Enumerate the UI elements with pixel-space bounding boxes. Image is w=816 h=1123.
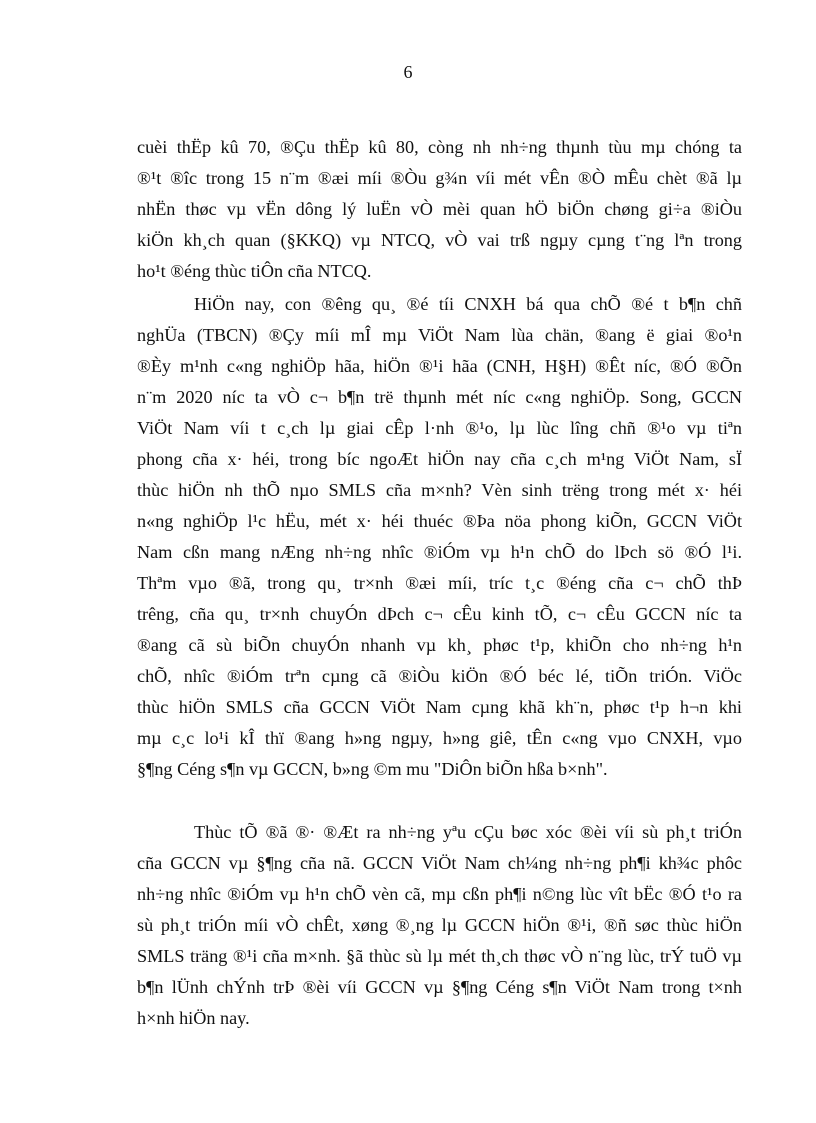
text-line: ho¹t ®éng thùc tiÔn cña NTCQ. [137,261,372,281]
text-line: trêng, cña qu¸ tr×nh chuyÓn dÞch c¬ cÊu kinh tÕ, c¬ cÊu GCCN níc ta [137,604,742,624]
text-line: cuèi thËp kû 70, ®Çu thËp kû 80, còng nh nh÷ng thµnh tùu mµ chóng ta [137,137,742,157]
text-line: Thùc tÕ ®ã ®· ®Æt ra nh÷ng yªu cÇu bøc xóc ®èi víi sù ph¸t triÓn [194,822,742,842]
text-line: mµ c¸c lo¹i kÎ thï ®ang h»ng ngµy, h»ng giê, tÊn c«ng vµo CNXH, vµo [137,728,742,748]
text-line: nh÷ng nhîc ®iÓm vµ h¹n chÕ vèn cã, mµ cßn ph¶i n©ng lùc vît bËc ®Ó t¹o ra [137,884,742,904]
text-line: n¨m 2020 níc ta vÒ c¬ b¶n trë thµnh mét níc c«ng nghiÖp. Song, GCCN [137,387,742,407]
text-line: b¶n lÜnh chÝnh trÞ ®èi víi GCCN vµ §¶ng Céng s¶n ViÖt Nam trong t×nh [137,977,742,997]
text-line: thùc hiÖn nh thÕ nµo SMLS cña m×nh? Vèn sinh trëng trong mét x· héi [137,480,742,500]
text-line: phong cña x· héi, trong bíc ngoÆt hiÖn nay cña c¸ch m¹ng ViÖt Nam, sÏ [137,449,742,469]
text-line: SMLS träng ®¹i cña m×nh. §ã thùc sù lµ mét th¸ch thøc vÒ n¨ng lùc, trÝ tuÖ vµ [137,946,742,966]
text-line: ®ang cã sù biÕn chuyÓn nhanh vµ kh¸ phøc t¹p, khiÕn cho nh÷ng h¹n [137,635,742,655]
paragraph-1 [137,132,742,287]
text-line: HiÖn nay, con ®êng qu¸ ®é tíi CNXH bá qua chÕ ®é t b¶n chñ [194,294,742,314]
text-line: nghÜa (TBCN) ®Çy míi mÎ mµ ViÖt Nam lùa chän, ®ang ë giai ®o¹n [137,325,742,345]
paragraph-2 [137,289,742,785]
text-line: chÕ, nhîc ®iÓm trªn cµng cã ®iÒu kiÖn ®Ó béc lé, tiÕn triÓn. ViÖc [137,666,742,686]
text-line: nhËn thøc vµ vËn dông lý luËn vÒ mèi quan hÖ biÖn chøng gi÷a ®iÒu [137,199,742,219]
text-line: Nam cßn mang nÆng nh÷ng nhîc ®iÓm vµ h¹n chÕ do lÞch sö ®Ó l¹i. [137,542,742,562]
text-line: cña GCCN vµ §¶ng cña nã. GCCN ViÖt Nam ch¼ng nh÷ng ph¶i kh¾c phôc [137,853,742,873]
text-line: ®¹t ®îc trong 15 n¨m ®æi míi ®Òu g¾n víi mét vÊn ®Ò mÊu chèt ®ã lµ [137,168,742,188]
text-line: thùc hiÖn SMLS cña GCCN ViÖt Nam cµng khã kh¨n, phøc t¹p h¬n khi [137,697,742,717]
paragraph-3 [137,817,742,1034]
text-line: kiÖn kh¸ch quan (§KKQ) vµ NTCQ, vÒ vai trß ngµy cµng t¨ng lªn trong [137,230,742,250]
text-line: sù ph¸t triÓn míi vÒ chÊt, xøng ®¸ng lµ GCCN hiÖn ®¹i, ®ñ søc thùc hiÖn [137,915,742,935]
page-number: 6 [403,62,413,82]
text-line: n«ng nghiÖp l¹c hËu, mét x· héi thuéc ®Þa nöa phong kiÕn, GCCN ViÖt [137,511,742,531]
text-line: ViÖt Nam víi t c¸ch lµ giai cÊp l·nh ®¹o, lµ lùc lîng chñ ®¹o vµ tiªn [137,418,742,438]
text-line: h×nh hiÖn nay. [137,1008,250,1028]
text-line: Thªm vµo ®ã, trong qu¸ tr×nh ®æi míi, tríc t¸c ®éng cña c¬ chÕ thÞ [137,573,742,593]
text-line: §¶ng Céng s¶n vµ GCCN, b»ng ©m mu "DiÔn biÕn hßa b×nh". [137,759,608,779]
text-line: ®Èy m¹nh c«ng nghiÖp hãa, hiÖn ®¹i hãa (CNH, H§H) ®Êt níc, ®Ó ®Õn [137,356,742,376]
